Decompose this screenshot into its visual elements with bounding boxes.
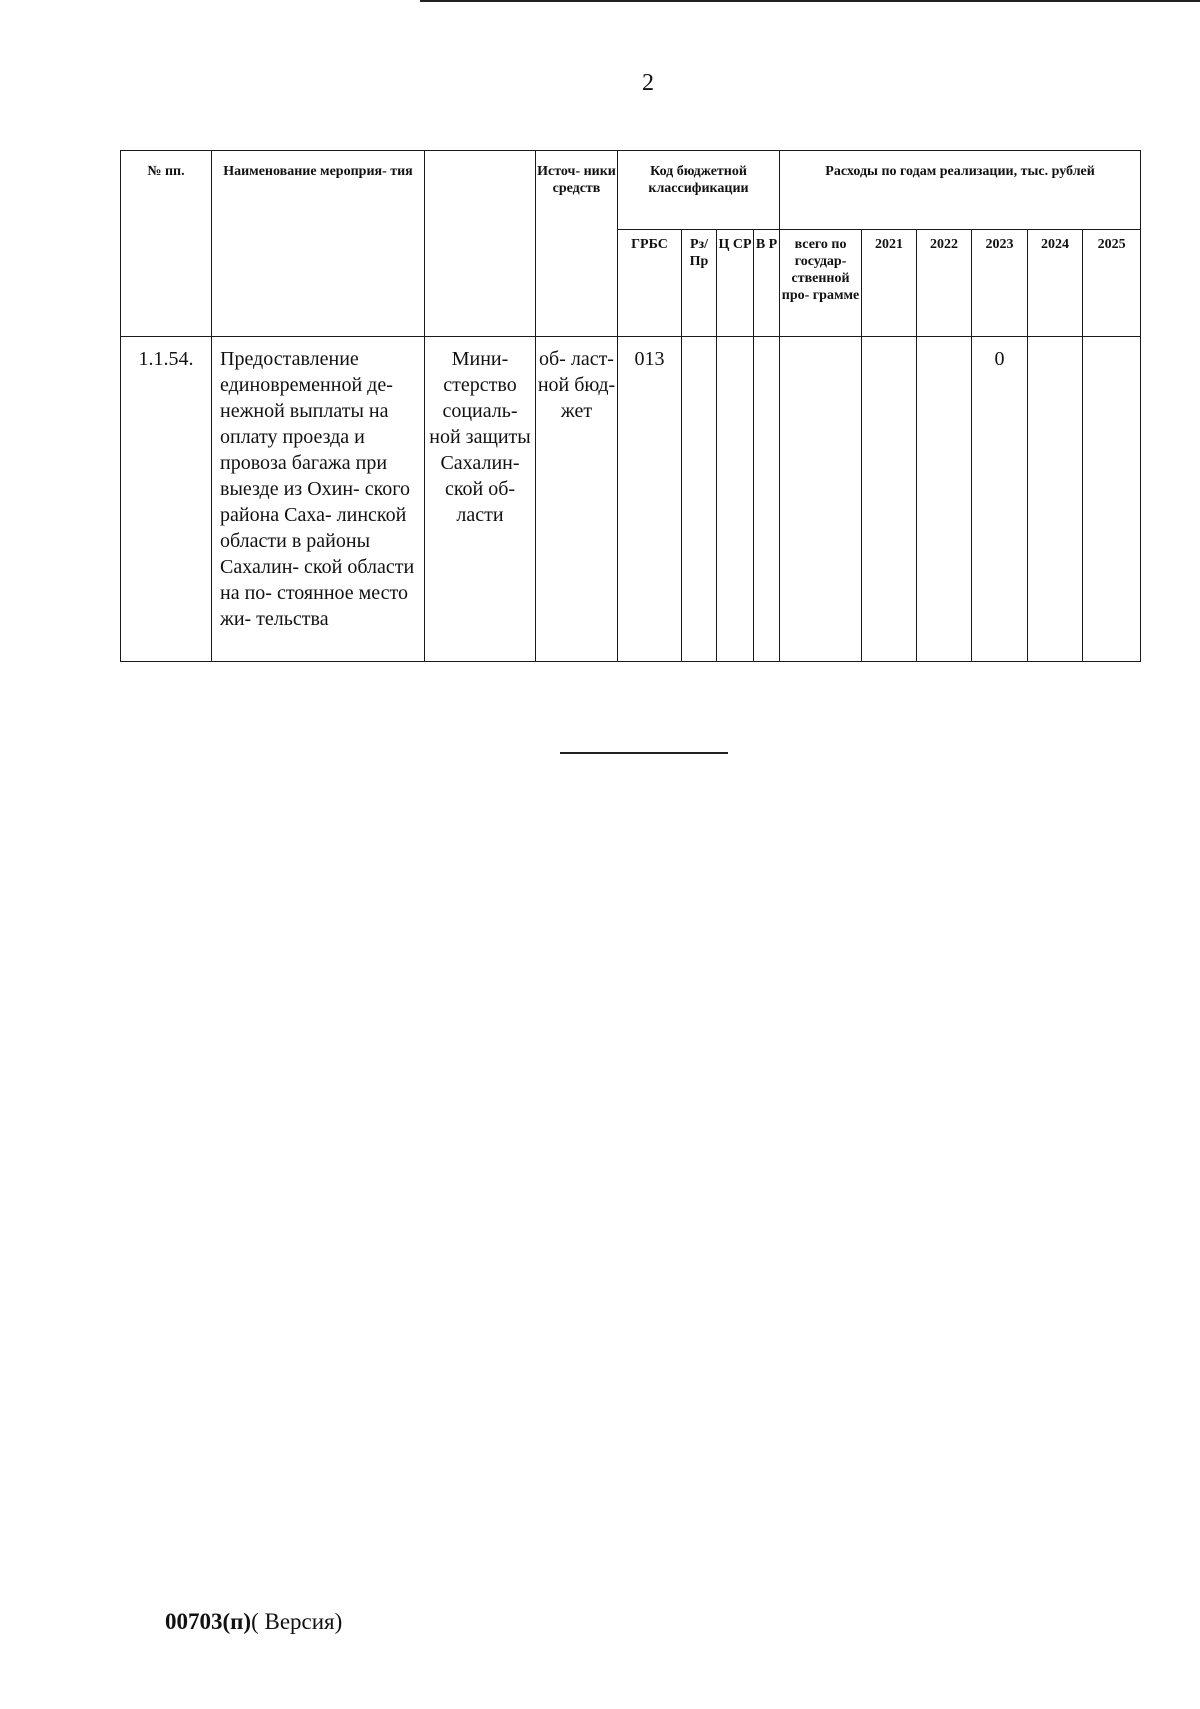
footer-version: ( Версия) [251,1609,343,1634]
row-rz-pr [682,337,717,662]
row-num: 1.1.54. [121,337,212,662]
row-year-2023: 0 [972,337,1028,662]
header-sources: Источ- ники средств [536,151,618,337]
header-rz-pr: Рз/ Пр [682,230,717,337]
footer-code-number: 00703(п) [165,1609,252,1634]
header-name: Наименование мероприя- тия [212,151,425,337]
row-grbs: 013 [618,337,682,662]
footer-code [165,1609,342,1635]
header-kbk-group: Код бюджетной классификации [618,151,780,230]
separator-line [560,752,728,754]
row-total [780,337,862,662]
row-executor: Мини- стерство социаль- ной защиты Сахалин- ской об- ласти [425,337,536,662]
header-year-2023: 2023 [972,230,1028,337]
table-row [121,337,1141,662]
row-name: Предоставление единовременной де- нежной выплаты на оплату проезда и провоза багажа при выезде из Охин- ского района Саха- линской области в районы Сахалин- ской области на по- стоянное место жи- тельства [212,337,425,662]
header-grbs: ГРБС [618,230,682,337]
row-vr [754,337,780,662]
header-year-2022: 2022 [917,230,972,337]
header-csr: Ц СР [717,230,754,337]
header-vr: В Р [754,230,780,337]
header-year-2025: 2025 [1083,230,1141,337]
header-num: № пп. [121,151,212,337]
header-year-2024: 2024 [1028,230,1083,337]
page-number: 2 [642,70,654,96]
row-csr [717,337,754,662]
header-executor [425,151,536,337]
row-source: об- ласт- ной бюд- жет [536,337,618,662]
row-year-2025 [1083,337,1141,662]
budget-table [120,150,1141,662]
row-year-2024 [1028,337,1083,662]
row-year-2021 [862,337,917,662]
top-border-line [420,0,1200,2]
header-expenses-group: Расходы по годам реализации, тыс. рублей [780,151,1141,230]
header-total: всего по государ- ственной про- грамме [780,230,862,337]
row-year-2022 [917,337,972,662]
header-year-2021: 2021 [862,230,917,337]
